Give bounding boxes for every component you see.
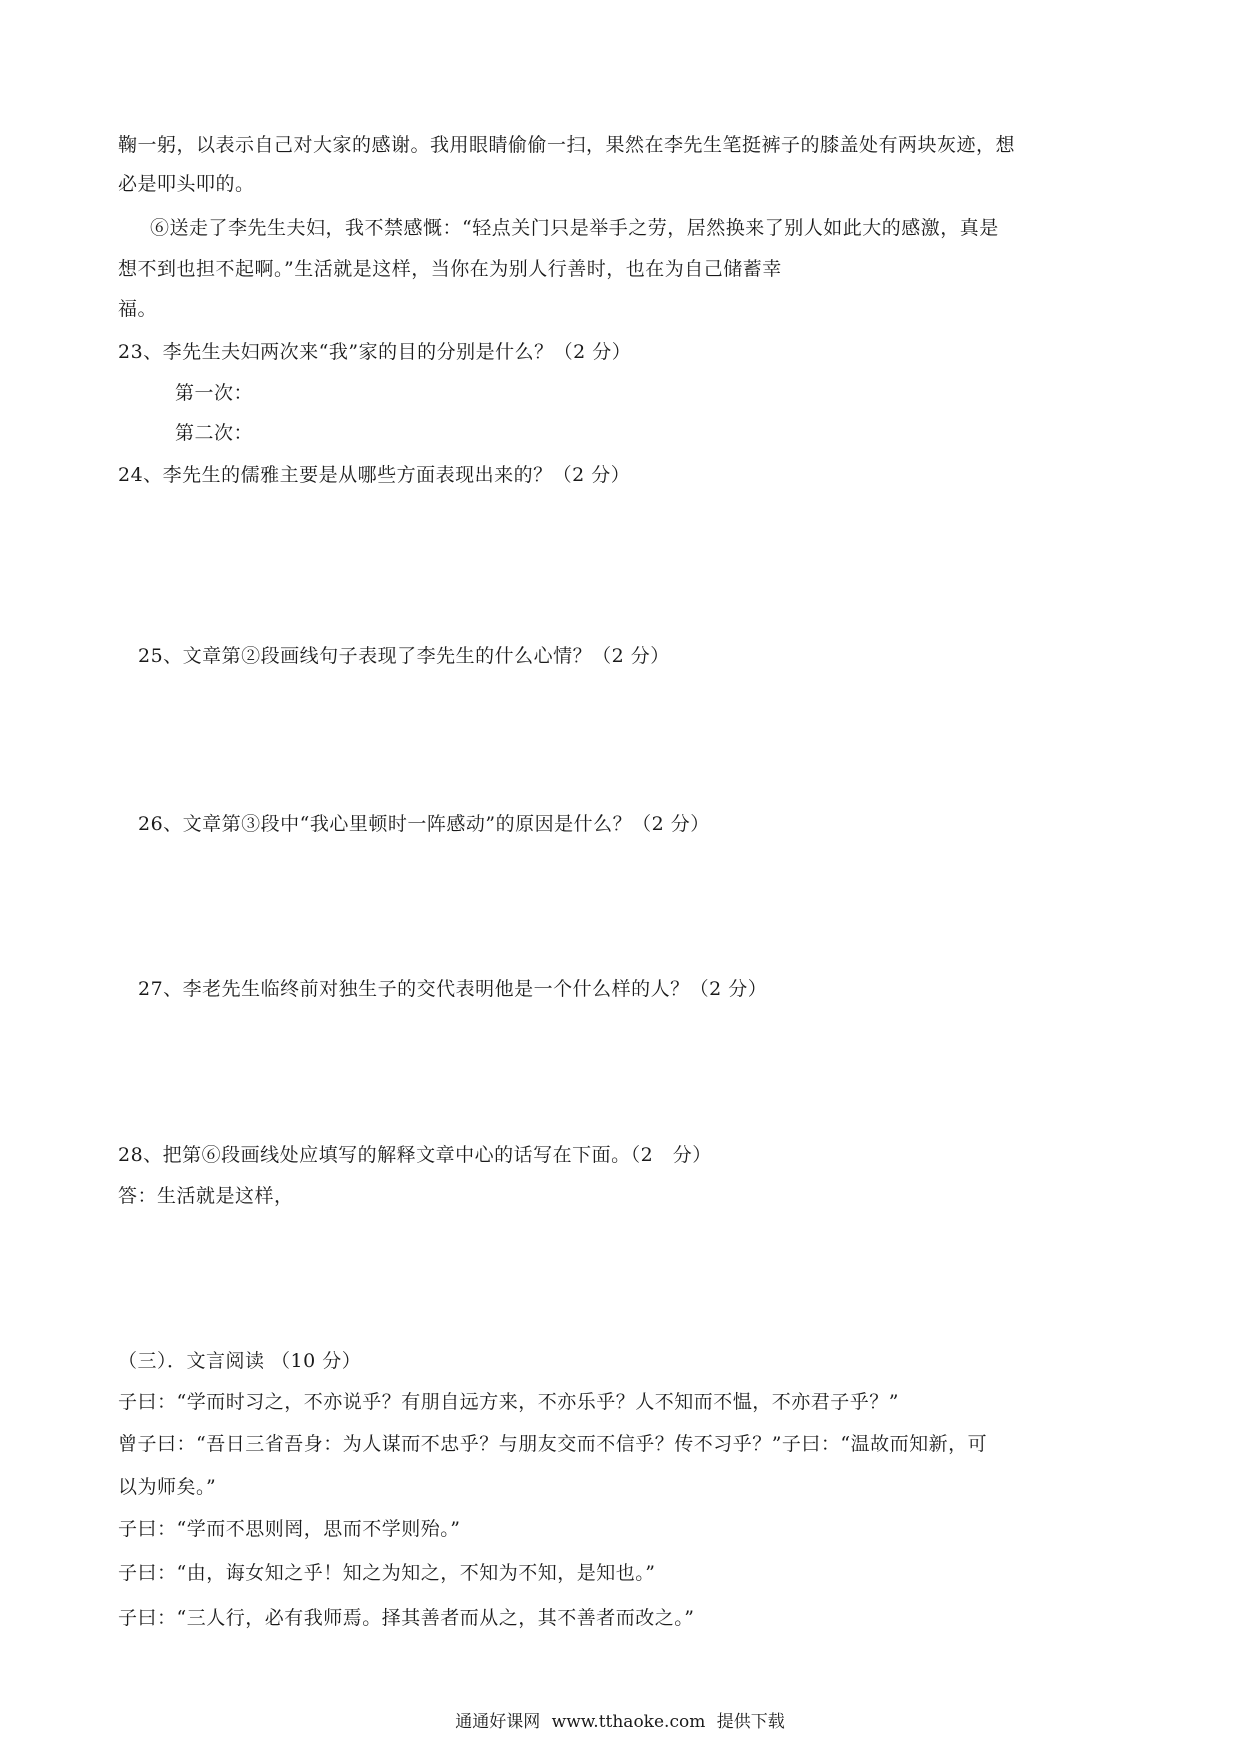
passage-p6-line3: 福。 — [118, 298, 158, 320]
classical-line1: 子曰：“学而时习之，不亦说乎？有朋自远方来，不亦乐乎？人不知而不愠，不亦君子乎？” — [118, 1391, 899, 1413]
passage-p6-line1: ⑥送走了李先生夫妇，我不禁感慨：“轻点关门只是举手之劳，居然换来了别人如此大的感激，真是 — [150, 217, 999, 239]
classical-line3: 以为师矣。” — [118, 1476, 217, 1498]
question-24: 24、李先生的儒雅主要是从哪些方面表现出来的？（2 分） — [118, 464, 631, 486]
question-25: 25、文章第②段画线句子表现了李先生的什么心情？（2 分） — [138, 645, 670, 667]
page-footer — [0, 1710, 1240, 1734]
question-23-second: 第二次： — [175, 422, 254, 444]
question-23: 23、李先生夫妇两次来“我”家的目的分别是什么？（2 分） — [118, 341, 632, 363]
passage-p5-line2: 必是叩头叩的。 — [118, 173, 255, 195]
classical-line2: 曾子曰：“吾日三省吾身：为人谋而不忠乎？与朋友交而不信乎？传不习乎？”子曰：“温故而知新，可 — [118, 1433, 988, 1455]
footer-suffix: 提供下载 — [716, 1712, 785, 1732]
passage-p6-line2: 想不到也担不起啊。”生活就是这样，当你在为别人行善时，也在为自己储蓄幸 — [118, 258, 782, 280]
question-28-answer: 答：生活就是这样， — [118, 1185, 294, 1207]
footer-site-name: 通通好课网 — [455, 1712, 541, 1732]
footer-url[interactable]: www.tthaoke.com — [551, 1712, 706, 1732]
classical-heading: （三）．文言阅读 （10 分） — [118, 1350, 362, 1372]
question-26: 26、文章第③段中“我心里顿时一阵感动”的原因是什么？（2 分） — [138, 813, 710, 835]
classical-line4: 子曰：“学而不思则罔，思而不学则殆。” — [118, 1518, 461, 1540]
passage-p5-line1: 鞠一躬，以表示自己对大家的感谢。我用眼睛偷偷一扫，果然在李先生笔挺裤子的膝盖处有两块灰迹，想 — [118, 134, 1016, 156]
question-23-first: 第一次： — [175, 382, 254, 404]
question-27: 27、李老先生临终前对独生子的交代表明他是一个什么样的人？（2 分） — [138, 978, 768, 1000]
classical-line5: 子曰：“由，诲女知之乎！知之为知之，不知为不知，是知也。” — [118, 1562, 656, 1584]
classical-line6: 子曰：“三人行，必有我师焉。择其善者而从之，其不善者而改之。” — [118, 1607, 695, 1629]
question-28: 28、把第⑥段画线处应填写的解释文章中心的话写在下面。（2 分） — [118, 1144, 712, 1166]
